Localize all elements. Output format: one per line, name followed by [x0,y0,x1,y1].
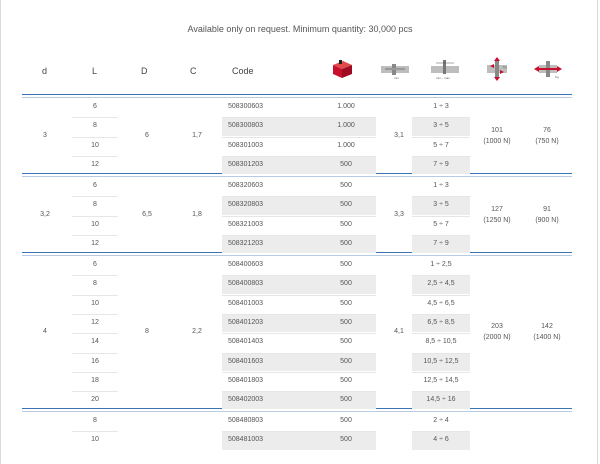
row-line-L [72,391,118,392]
diameter-d: 4 [43,328,47,336]
length-L: 6 [93,103,97,110]
grip-range: 14,5 ÷ 16 [426,396,456,404]
row-line-grip [412,431,470,432]
article-code: 508401003 [228,299,264,307]
row-line-code [222,295,376,296]
package-quantity: 500 [340,280,352,288]
article-code: 508300603 [228,103,264,110]
row-line-L [72,216,118,217]
article-code: 508320803 [228,201,264,209]
row-line-code [222,391,376,392]
grip-range: 12,5 ÷ 14,5 [423,376,459,384]
grip-range: 2,5 ÷ 4,5 [427,280,455,288]
length-L: 6 [93,261,97,268]
svg-text:min – max: min – max [436,76,450,80]
length-L: 18 [91,376,99,384]
article-code: 508401203 [228,318,264,326]
package-quantity: 500 [340,182,352,189]
group-separator [22,94,572,95]
svg-text:mm: mm [394,76,399,80]
row-line-L [72,196,118,197]
row-line-code [222,117,376,118]
header-L: L [92,66,98,76]
row-line-L [72,314,118,315]
header-C: C [190,66,197,76]
availability-notice: Available only on request. Minimum quantity: 30,000 pcs [187,24,413,34]
group-separator-light [22,411,572,412]
row-line-L [72,137,118,138]
hole-diameter: 3,3 [394,210,404,218]
row-line-grip [412,156,470,157]
group-separator-light [22,255,572,256]
length-L: 8 [93,122,97,130]
tensile-strength-newton: (1400 N) [533,334,561,342]
row-line-code [222,275,376,276]
grip-range-icon [430,57,460,86]
article-code: 508300803 [228,122,264,130]
article-code: 508481003 [228,436,264,444]
grip-range: 5 ÷ 7 [433,141,449,149]
length-L: 10 [91,436,99,444]
shear-strength-newton: (1250 N) [483,216,511,224]
row-line-code [222,156,376,157]
article-code: 508301203 [228,160,264,168]
length-L: 20 [91,396,99,404]
grip-range: 1 ÷ 3 [433,103,449,110]
row-line-L [72,372,118,373]
length-L: 12 [91,160,99,168]
package-quantity: 1.000 [337,122,355,130]
shear-strength: 127 [491,205,503,213]
shear-strength: 203 [491,323,503,331]
shear-strength-newton: (2000 N) [483,334,511,342]
row-line-grip [412,333,470,334]
shear-strength-newton: (1000 N) [483,137,511,145]
row-line-grip [412,295,470,296]
tensile-strength: 76 [543,126,551,134]
grip-range: 7 ÷ 9 [433,160,449,168]
grip-range: 10,5 ÷ 12,5 [423,357,459,365]
head-height-C: 1,8 [192,210,202,218]
row-line-code [222,431,376,432]
diameter-d: 3,2 [40,210,50,218]
package-quantity: 500 [340,417,352,424]
grip-range: 6,5 ÷ 8,5 [427,318,455,326]
shear-strength: 101 [491,126,503,134]
grip-range: 3 ÷ 5 [433,201,449,209]
length-L: 10 [91,299,99,307]
head-diameter-D: 8 [145,328,149,336]
row-line-code [222,314,376,315]
row-line-L [72,333,118,334]
tensile-strength-newton: (900 N) [535,216,559,224]
row-line-L [72,353,118,354]
article-code: 508480803 [228,417,264,424]
shear-force-icon [484,56,510,87]
length-L: 14 [91,338,99,346]
row-line-grip [412,314,470,315]
hole-diameter: 4,1 [394,328,404,336]
row-line-L [72,117,118,118]
group-separator-light [22,97,572,98]
row-line-code [222,372,376,373]
header-d: d [42,66,48,76]
head-height-C: 1,7 [192,131,202,139]
length-L: 10 [91,220,99,228]
row-line-L [72,275,118,276]
package-quantity: 500 [340,357,352,365]
article-code: 508321003 [228,220,264,228]
package-quantity: 500 [340,376,352,384]
row-line-grip [412,117,470,118]
hole-diameter: 3,1 [394,131,404,139]
length-L: 8 [93,417,97,424]
length-L: 10 [91,141,99,149]
package-quantity: 500 [340,318,352,326]
article-code: 508401403 [228,338,264,346]
tensile-strength: 142 [541,323,553,331]
grip-range: 7 ÷ 9 [433,239,449,247]
grip-range: 2 ÷ 4 [433,417,449,424]
row-line-grip [412,196,470,197]
article-code: 508400803 [228,280,264,288]
row-line-grip [412,372,470,373]
grip-range: 1 ÷ 3 [433,182,449,189]
package-quantity: 500 [340,160,352,168]
row-line-grip [412,353,470,354]
grip-range: 3 ÷ 5 [433,122,449,130]
diameter-d: 3 [43,131,47,139]
row-line-L [72,431,118,432]
grip-range: 4,5 ÷ 6,5 [427,299,455,307]
article-code: 508401603 [228,357,264,365]
tensile-force-icon [533,58,563,85]
length-L: 16 [91,357,99,365]
rivet-side-icon [380,60,410,85]
article-code: 508402003 [228,396,264,404]
length-L: 12 [91,318,99,326]
row-line-grip [412,391,470,392]
row-line-L [72,156,118,157]
row-line-grip [412,275,470,276]
row-line-code [222,196,376,197]
package-quantity: 500 [340,261,352,268]
package-quantity: 500 [340,299,352,307]
head-height-C: 2,2 [192,328,202,336]
length-L: 8 [93,280,97,288]
length-L: 12 [91,239,99,247]
package-quantity: 500 [340,239,352,247]
row-line-L [72,295,118,296]
head-diameter-D: 6 [145,131,149,139]
row-line-code [222,235,376,236]
tensile-strength-newton: (750 N) [535,137,559,145]
package-quantity: 1.000 [337,103,355,110]
header-code: Code [232,66,254,76]
row-line-L [72,235,118,236]
length-L: 8 [93,201,97,209]
article-code: 508301003 [228,141,264,149]
package-quantity: 500 [340,396,352,404]
article-code: 508400603 [228,261,264,268]
package-quantity: 500 [340,338,352,346]
package-quantity: 1.000 [337,141,355,149]
header-D: D [141,66,148,76]
package-quantity: 500 [340,436,352,444]
length-L: 6 [93,182,97,189]
grip-range: 1 ÷ 2,5 [430,261,452,268]
package-quantity: 500 [340,201,352,209]
article-code: 508321203 [228,239,264,247]
row-line-code [222,333,376,334]
article-code: 508401803 [228,376,264,384]
head-diameter-D: 6,5 [142,210,152,218]
row-line-grip [412,216,470,217]
row-line-code [222,216,376,217]
grip-range: 4 ÷ 6 [433,436,449,444]
svg-text:Kg: Kg [503,65,507,69]
tensile-strength: 91 [543,205,551,213]
group-separator-light [22,176,572,177]
row-line-grip [412,235,470,236]
row-line-code [222,353,376,354]
grip-range: 5 ÷ 7 [433,220,449,228]
package-box-icon [330,58,354,85]
package-quantity: 500 [340,220,352,228]
svg-text:Kg: Kg [555,75,559,79]
article-code: 508320603 [228,182,264,189]
row-line-grip [412,137,470,138]
grip-range: 8,5 ÷ 10,5 [425,338,457,346]
row-line-code [222,137,376,138]
